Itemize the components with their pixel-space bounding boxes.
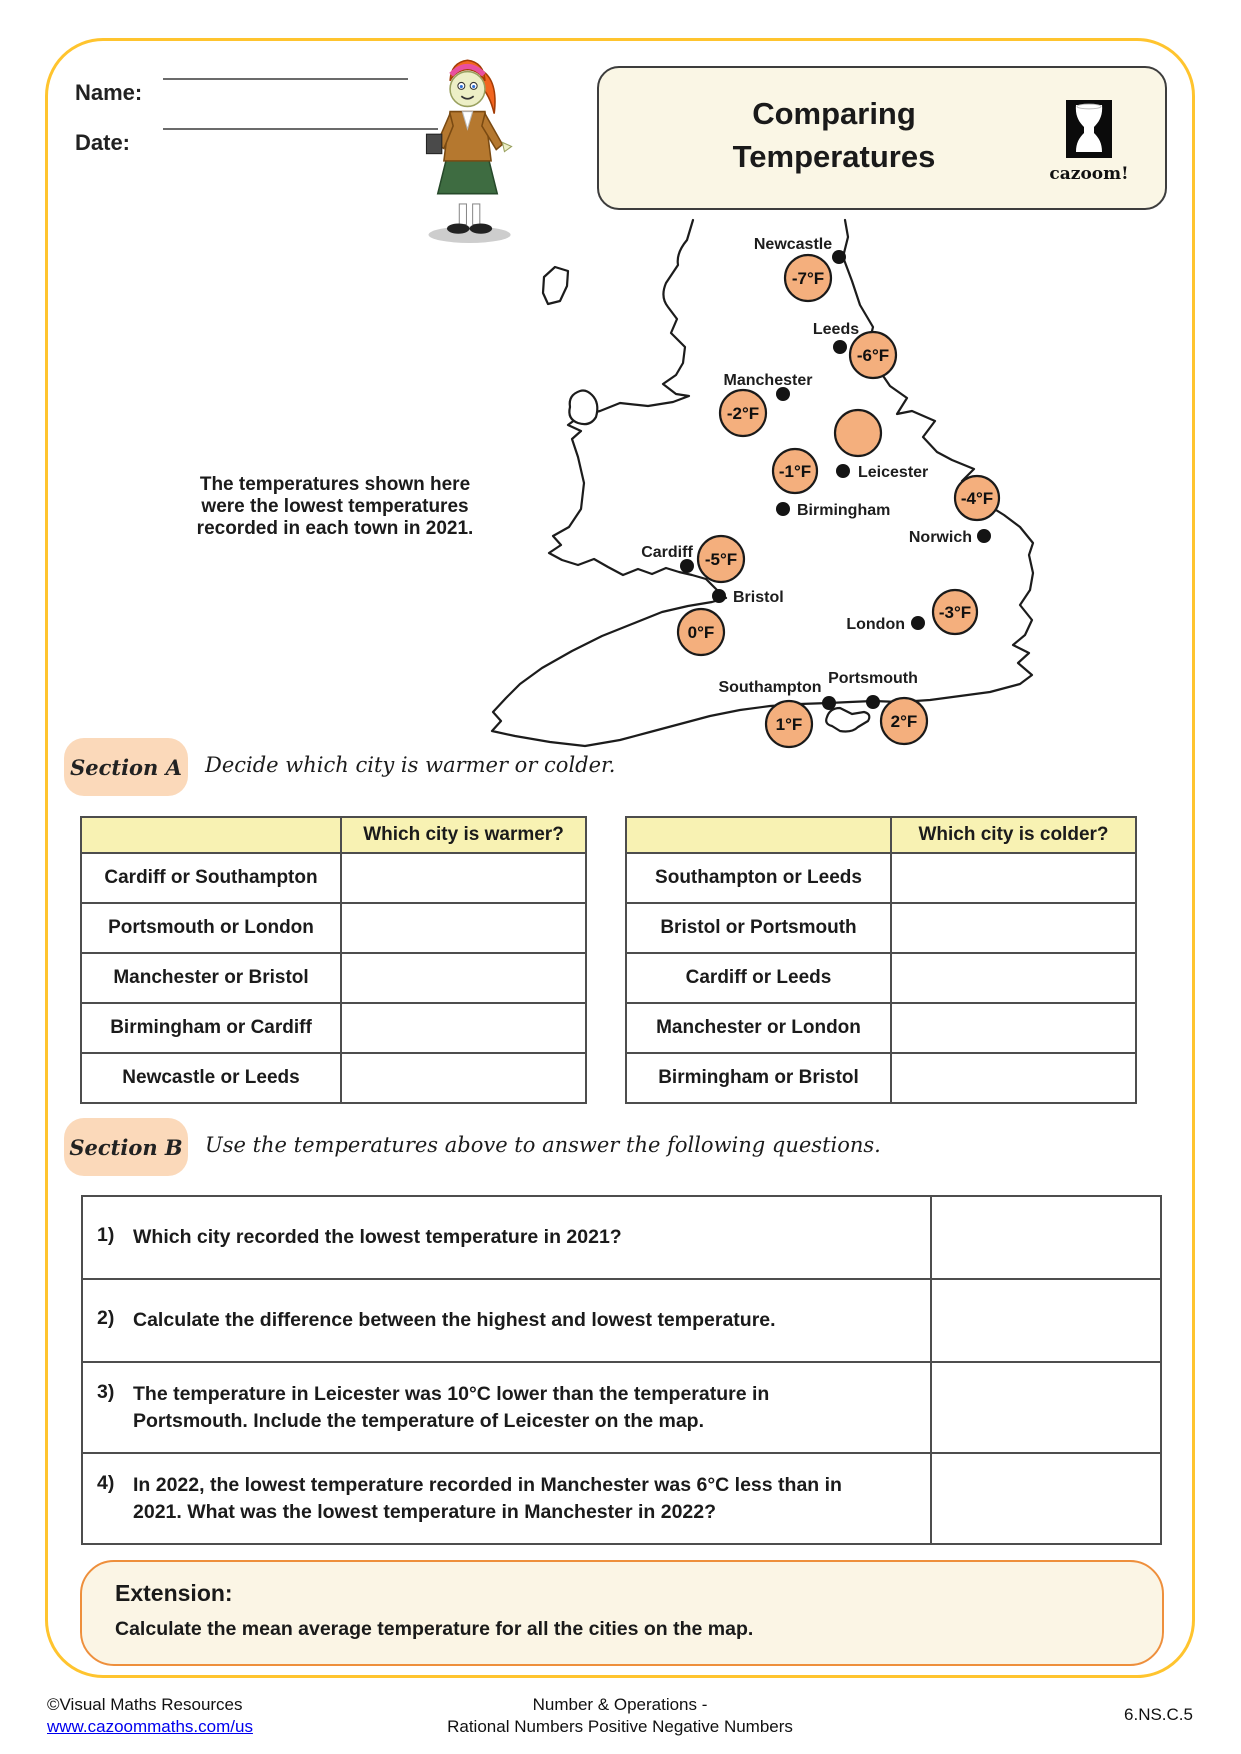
title-line1: Comparing	[752, 96, 916, 131]
map-note-line1: The temperatures shown here	[199, 474, 471, 495]
answer-cell[interactable]	[891, 1053, 1136, 1103]
question-text: The temperature in Leicester was 10°C lower than the temperature in Portsmouth. Include the temperature of Leicester on the map.	[133, 1382, 770, 1432]
extension-text: Calculate the mean average temperature for all the cities on the map.	[115, 1618, 754, 1640]
temp-value-london: -3°F	[938, 603, 972, 622]
city-dot-leicester	[836, 464, 850, 478]
answer-cell[interactable]	[931, 1279, 1161, 1362]
warmer-header: Which city is warmer?	[341, 817, 586, 853]
temp-circle-leicester[interactable]	[835, 410, 881, 456]
city-dot-bristol	[712, 589, 726, 603]
name-label: Name:	[75, 80, 143, 105]
date-label: Date:	[75, 130, 131, 155]
section-a-instruction: Decide which city is warmer or colder.	[205, 753, 616, 777]
city-dot-london	[911, 616, 925, 630]
website-link[interactable]: www.cazoommaths.com/us	[47, 1717, 253, 1736]
temp-value-newcastle: -7°F	[791, 269, 825, 288]
city-label-manchester: Manchester	[723, 372, 813, 389]
city-pair: Manchester or London	[626, 1003, 891, 1053]
question-number: 3)	[97, 1380, 115, 1403]
answer-cell[interactable]	[891, 853, 1136, 903]
copyright-text: ©Visual Maths Resources	[47, 1695, 243, 1714]
temp-value-birmingham: -1°F	[778, 462, 812, 481]
city-label-southampton: Southampton	[718, 679, 822, 696]
city-pair: Birmingham or Cardiff	[81, 1003, 341, 1053]
city-dot-birmingham	[776, 502, 790, 516]
warmer-header-blank	[81, 817, 341, 853]
city-dot-leeds	[833, 340, 847, 354]
anglesey-island	[569, 391, 597, 425]
city-label-bristol: Bristol	[733, 589, 784, 606]
extension-label: Extension:	[115, 1580, 233, 1606]
map-note	[160, 474, 510, 540]
table-row	[626, 903, 1136, 953]
question-row	[82, 1453, 1161, 1544]
colder-header-blank	[626, 817, 891, 853]
temp-value-manchester: -2°F	[726, 404, 760, 423]
question-1	[82, 1196, 931, 1279]
question-4	[82, 1453, 931, 1544]
city-pair: Cardiff or Southampton	[81, 853, 341, 903]
city-pair: Newcastle or Leeds	[81, 1053, 341, 1103]
section-b-instruction: Use the temperatures above to answer the following questions.	[205, 1133, 881, 1157]
table-header-row	[81, 817, 586, 853]
answer-cell[interactable]	[931, 1196, 1161, 1279]
question-row	[82, 1279, 1161, 1362]
temp-value-cardiff: -5°F	[704, 550, 738, 569]
table-row	[626, 1003, 1136, 1053]
temp-value-bristol: 0°F	[687, 623, 715, 642]
footer-center	[320, 1694, 920, 1738]
question-row	[82, 1362, 1161, 1453]
city-dot-newcastle	[832, 250, 846, 264]
cazoom-logo	[1041, 100, 1137, 184]
answer-cell[interactable]	[341, 1003, 586, 1053]
table-header-row	[626, 817, 1136, 853]
isle-of-man	[543, 267, 568, 304]
city-pair: Cardiff or Leeds	[626, 953, 891, 1003]
question-text: In 2022, the lowest temperature recorded in Manchester was 6°C less than in 2021. What was the lowest temperature in Manchester in 2022?	[133, 1473, 842, 1523]
temp-value-southampton: 1°F	[775, 715, 803, 734]
temp-value-norwich: -4°F	[960, 489, 994, 508]
city-pair: Southampton or Leeds	[626, 853, 891, 903]
answer-cell[interactable]	[891, 953, 1136, 1003]
question-text: Which city recorded the lowest temperature in 2021?	[133, 1226, 622, 1248]
answer-cell[interactable]	[341, 1053, 586, 1103]
city-pair: Portsmouth or London	[81, 903, 341, 953]
table-row	[626, 1053, 1136, 1103]
colder-header: Which city is colder?	[891, 817, 1136, 853]
question-number: 4)	[97, 1471, 115, 1494]
question-number: 2)	[97, 1307, 115, 1329]
answer-cell[interactable]	[931, 1362, 1161, 1453]
answer-cell[interactable]	[891, 903, 1136, 953]
footer-topic-line2: Rational Numbers Positive Negative Numbers	[447, 1717, 793, 1736]
table-row	[81, 953, 586, 1003]
table-row	[81, 903, 586, 953]
standard-code: 6.NS.C.5	[1124, 1705, 1193, 1724]
question-2	[82, 1279, 931, 1362]
colder-table	[625, 816, 1137, 1104]
city-dot-cardiff	[680, 559, 694, 573]
footer-left	[47, 1694, 253, 1738]
question-text: Calculate the difference between the highest and lowest temperature.	[133, 1309, 776, 1331]
section-a-pill	[64, 738, 188, 796]
coastline	[492, 220, 1033, 746]
extension-box	[80, 1560, 1164, 1666]
city-pair: Bristol or Portsmouth	[626, 903, 891, 953]
answer-cell[interactable]	[341, 853, 586, 903]
table-row	[626, 853, 1136, 903]
questions-table	[81, 1195, 1162, 1545]
city-label-london: London	[846, 616, 905, 633]
section-b-label: Section B	[69, 1134, 183, 1160]
map-note-line2: were the lowest temperatures	[201, 496, 469, 517]
table-row	[81, 1003, 586, 1053]
answer-cell[interactable]	[341, 953, 586, 1003]
name-input-line[interactable]	[163, 78, 408, 80]
table-row	[81, 1053, 586, 1103]
section-a-label: Section A	[70, 754, 182, 780]
answer-cell[interactable]	[931, 1453, 1161, 1544]
warmer-table	[80, 816, 587, 1104]
question-number: 1)	[97, 1224, 115, 1246]
uk-temperature-map	[480, 205, 1040, 755]
city-dot-southampton	[822, 696, 836, 710]
city-label-cardiff: Cardiff	[641, 544, 693, 561]
logo-word: cazoom!	[1049, 164, 1129, 184]
city-pair: Manchester or Bristol	[81, 953, 341, 1003]
answer-cell[interactable]	[341, 903, 586, 953]
question-3	[82, 1362, 931, 1453]
table-row	[626, 953, 1136, 1003]
question-row	[82, 1196, 1161, 1279]
city-dot-manchester	[776, 387, 790, 401]
title-box	[597, 66, 1167, 210]
city-label-newcastle: Newcastle	[753, 236, 833, 253]
temp-value-leeds: -6°F	[856, 346, 890, 365]
footer-topic-line1: Number & Operations -	[532, 1695, 708, 1714]
temp-value-portsmouth: 2°F	[890, 712, 918, 731]
city-label-birmingham: Birmingham	[797, 502, 891, 519]
map-note-line3: recorded in each town in 2021.	[196, 518, 474, 539]
answer-cell[interactable]	[891, 1003, 1136, 1053]
table-row	[81, 853, 586, 903]
city-dot-portsmouth	[866, 695, 880, 709]
worksheet-title	[634, 92, 1034, 178]
city-label-leeds: Leeds	[812, 321, 860, 338]
date-input-line[interactable]	[163, 128, 438, 130]
city-dot-norwich	[977, 529, 991, 543]
section-b-pill	[64, 1118, 188, 1176]
city-label-norwich: Norwich	[908, 529, 972, 546]
isle-of-wight	[826, 708, 869, 732]
title-line2: Temperatures	[732, 139, 936, 174]
djembe-drum-icon	[1066, 100, 1112, 158]
city-pair: Birmingham or Bristol	[626, 1053, 891, 1103]
city-label-leicester: Leicester	[858, 464, 929, 481]
city-label-portsmouth: Portsmouth	[828, 670, 918, 687]
